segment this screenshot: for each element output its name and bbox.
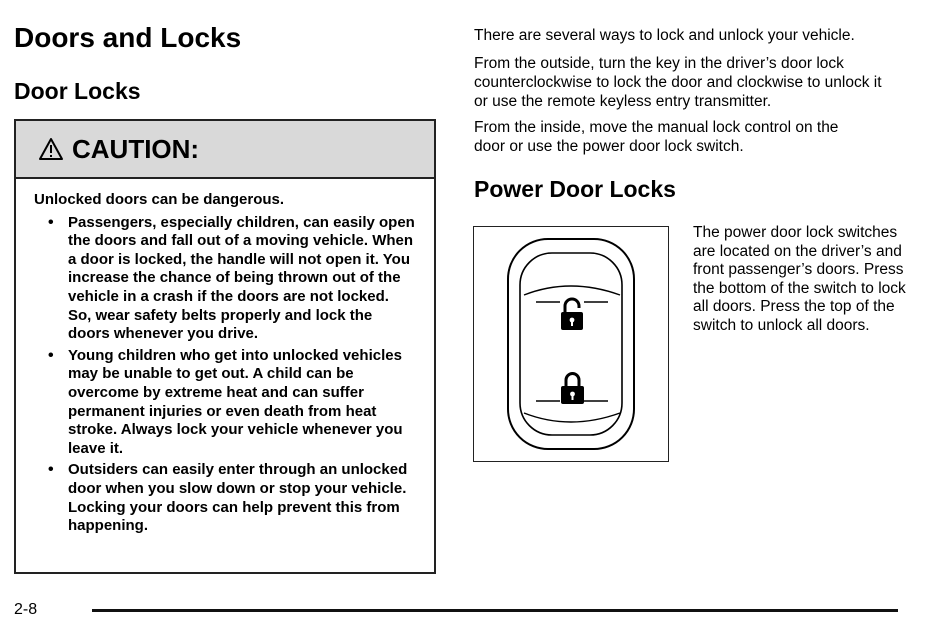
section-title-power-door-locks: Power Door Locks — [474, 176, 676, 202]
caution-item — [34, 461, 416, 535]
power-lock-switch-figure — [473, 226, 669, 462]
page-number: 2-8 — [14, 601, 38, 618]
footer-rule — [92, 609, 898, 612]
caution-item-text: Young children who get into unlocked vehicles may be unable to get out. A child can be overcome by extreme heat and can suffer permanent injuries or even death from heat stroke. Always lock your vehicle whenever you leave it. — [68, 346, 403, 457]
paragraph-outside: From the outside, turn the key in the driver’s door lock counterclockwise to lock the door and clockwise to unlock it or use the remote keyless entry transmitter. — [474, 55, 882, 110]
caution-header — [16, 121, 434, 179]
warning-triangle-icon — [38, 137, 64, 161]
unlock-icon — [561, 299, 583, 330]
lock-icon — [561, 374, 584, 405]
caution-item — [34, 347, 416, 459]
caution-body — [16, 179, 434, 536]
page-title: Doors and Locks — [14, 22, 242, 53]
bullet: • — [48, 346, 54, 364]
section-title-door-locks: Door Locks — [14, 78, 141, 104]
paragraph-lock-ways: There are several ways to lock and unlock your vehicle. — [474, 27, 855, 44]
paragraph-inside: From the inside, move the manual lock control on the door or use the power door lock switch. — [474, 119, 839, 155]
caution-intro: Unlocked doors can be dangerous. — [34, 191, 285, 208]
caution-item — [34, 214, 416, 344]
caution-item-text: Passengers, especially children, can easily open the doors and fall out of a moving vehicle. When a door is locked, the handle will not open it. You increase the chance of being thrown out of the vehicle in a crash if the doors are not locked. So, wear safety belts properly and lock the doors whenever you drive. — [68, 213, 415, 343]
caution-list — [34, 214, 416, 536]
bullet: • — [48, 461, 54, 479]
bullet: • — [48, 213, 54, 231]
caution-label: CAUTION: — [72, 133, 200, 164]
power-lock-description: The power door lock switches are located on the driver’s and front passenger’s doors. Press the bottom of the switch to lock all doors. Press the top of the switch to unlock all doors. — [693, 224, 906, 334]
caution-item-text: Outsiders can easily enter through an unlocked door when you slow down or stop your vehicle. Locking your doors can help prevent this from happening. — [68, 461, 408, 535]
caution-box — [14, 119, 436, 574]
